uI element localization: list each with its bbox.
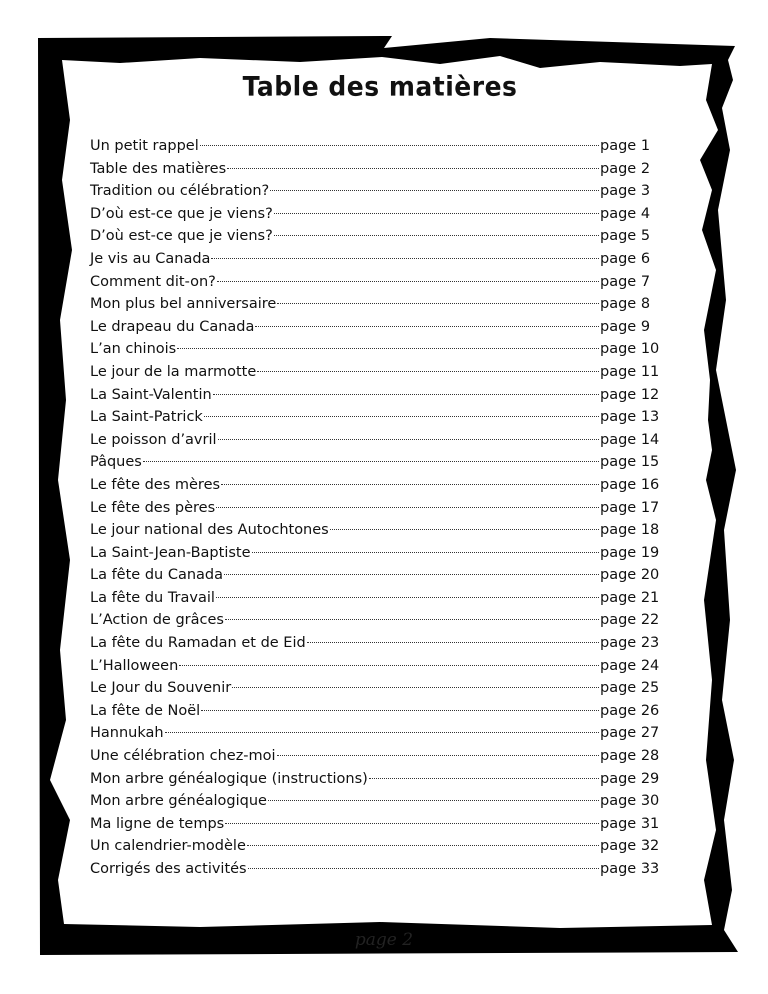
toc-entry-page: page 25 <box>600 680 660 697</box>
toc-entry-page: page 16 <box>600 476 660 493</box>
toc-entry-label: Mon arbre généalogique (instructions) <box>90 770 368 787</box>
toc-entry <box>90 429 670 452</box>
toc-entry <box>90 722 670 745</box>
toc-leader-dots <box>143 461 599 462</box>
toc-entry-page: page 29 <box>600 770 660 787</box>
toc-entry-label: Une célébration chez-moi <box>90 748 276 765</box>
toc-entry <box>90 180 670 203</box>
toc-entry-page: page 7 <box>600 273 651 290</box>
toc-entry <box>90 497 670 520</box>
toc-entry <box>90 474 670 497</box>
toc-entry-page: page 19 <box>600 544 660 561</box>
toc-leader-dots <box>224 574 599 575</box>
toc-entry <box>90 519 670 542</box>
toc-entry-page: page 1 <box>600 138 651 154</box>
toc-entry-page: page 3 <box>600 183 651 200</box>
toc-leader-dots <box>216 597 599 598</box>
toc-entry-label: La Saint-Patrick <box>90 409 203 426</box>
toc-entry-page: page 26 <box>600 702 660 719</box>
toc-entry-label: Le Jour du Souvenir <box>90 680 232 697</box>
toc-entry-page: page 6 <box>600 250 651 267</box>
toc-leader-dots <box>277 303 599 304</box>
toc-leader-dots <box>270 190 599 191</box>
toc-entry-page: page 18 <box>600 522 660 539</box>
toc-entry <box>90 632 670 655</box>
toc-entry-label: Le fête des pères <box>90 499 216 516</box>
toc-leader-dots <box>218 439 599 440</box>
toc-entry <box>90 835 670 858</box>
toc-entry <box>90 384 670 407</box>
toc-entry-label: Comment dit-on? <box>90 273 216 290</box>
toc-leader-dots <box>225 619 599 620</box>
toc-entry-label: Le jour de la marmotte <box>90 363 257 380</box>
toc-entry <box>90 293 670 316</box>
toc-entry-label: L’Action de grâces <box>90 612 224 629</box>
page-title: Table des matières <box>242 71 518 102</box>
toc-entry-label: Mon plus bel anniversaire <box>90 296 277 313</box>
toc-leader-dots <box>225 823 599 824</box>
toc-leader-dots <box>252 552 599 553</box>
toc-entry-page: page 28 <box>600 748 660 765</box>
toc-entry <box>90 655 670 678</box>
toc-entry-label: Le poisson d’avril <box>90 431 217 448</box>
toc-leader-dots <box>257 371 599 372</box>
toc-entry-label: Je vis au Canada <box>90 250 211 267</box>
toc-entry-page: page 22 <box>600 612 660 629</box>
toc-leader-dots <box>255 326 599 327</box>
toc-entry-label: Ma ligne de temps <box>90 815 225 832</box>
toc-entry <box>90 361 670 384</box>
toc-entry <box>90 858 670 881</box>
toc-entry <box>90 609 670 632</box>
toc-entry-page: page 24 <box>600 657 660 674</box>
toc-entry-page: page 14 <box>600 431 660 448</box>
toc-leader-dots <box>200 145 599 146</box>
toc-entry <box>90 406 670 429</box>
toc-leader-dots <box>369 778 599 779</box>
toc-leader-dots <box>179 665 599 666</box>
toc-entry-label: Le drapeau du Canada <box>90 318 255 335</box>
table-of-contents <box>90 72 670 881</box>
toc-entry-label: Un petit rappel <box>90 138 199 154</box>
toc-entry-page: page 31 <box>600 815 660 832</box>
toc-entry-label: Un calendrier-modèle <box>90 838 246 855</box>
toc-entry-label: Le fête des mères <box>90 476 221 493</box>
toc-entry <box>90 768 670 791</box>
toc-leader-dots <box>211 258 599 259</box>
toc-entry <box>90 542 670 565</box>
toc-entry-label: Pâques <box>90 454 142 471</box>
toc-leader-dots <box>307 642 599 643</box>
toc-entry-page: page 4 <box>600 205 651 222</box>
toc-entry <box>90 271 670 294</box>
toc-leader-dots <box>217 281 599 282</box>
toc-leader-dots <box>274 213 599 214</box>
toc-entry <box>90 451 670 474</box>
toc-entry-page: page 13 <box>600 409 660 426</box>
toc-entry-label: La fête du Travail <box>90 589 215 606</box>
toc-entry-page: page 11 <box>600 363 660 380</box>
toc-entry <box>90 700 670 723</box>
toc-leader-dots <box>330 529 599 530</box>
toc-leader-dots <box>277 755 599 756</box>
toc-entry-page: page 20 <box>600 567 660 584</box>
toc-leader-dots <box>216 507 599 508</box>
toc-entry <box>90 248 670 271</box>
toc-leader-dots <box>221 484 599 485</box>
toc-leader-dots <box>213 394 599 395</box>
toc-list <box>90 135 670 881</box>
toc-leader-dots <box>232 687 599 688</box>
toc-entry-page: page 5 <box>600 228 651 245</box>
toc-entry-label: D’où est-ce que je viens? <box>90 228 273 245</box>
toc-entry-label: Le jour national des Autochtones <box>90 522 329 539</box>
toc-entry <box>90 564 670 587</box>
toc-entry-page: page 12 <box>600 386 660 403</box>
toc-entry <box>90 158 670 181</box>
toc-entry-page: page 27 <box>600 725 660 742</box>
toc-entry-page: page 9 <box>600 318 651 335</box>
toc-leader-dots <box>268 800 599 801</box>
toc-entry <box>90 790 670 813</box>
toc-entry-label: Hannukah <box>90 725 164 742</box>
toc-entry-page: page 15 <box>600 454 660 471</box>
toc-entry-label: La Saint-Jean-Baptiste <box>90 544 251 561</box>
toc-entry-page: page 10 <box>600 341 660 358</box>
toc-leader-dots <box>204 416 599 417</box>
toc-leader-dots <box>274 235 599 236</box>
toc-entry <box>90 203 670 226</box>
toc-entry <box>90 745 670 768</box>
toc-entry-page: page 30 <box>600 793 660 810</box>
toc-leader-dots <box>247 845 599 846</box>
toc-entry-label: Tradition ou célébration? <box>90 183 270 200</box>
toc-entry-label: L’an chinois <box>90 341 177 358</box>
toc-entry-label: La fête de Noël <box>90 702 201 719</box>
toc-entry <box>90 225 670 248</box>
toc-entry <box>90 135 670 158</box>
toc-leader-dots <box>248 868 599 869</box>
toc-entry-label: D’où est-ce que je viens? <box>90 205 273 222</box>
toc-entry <box>90 338 670 361</box>
toc-entry <box>90 587 670 610</box>
toc-entry-page: page 8 <box>600 296 651 313</box>
toc-entry-label: La Saint-Valentin <box>90 386 212 403</box>
toc-entry <box>90 677 670 700</box>
toc-entry-label: La fête du Canada <box>90 567 223 584</box>
toc-leader-dots <box>201 710 599 711</box>
toc-leader-dots <box>165 732 599 733</box>
toc-entry-label: La fête du Ramadan et de Eid <box>90 635 306 652</box>
toc-entry-label: Mon arbre généalogique <box>90 793 267 810</box>
toc-entry-label: L’Halloween <box>90 657 179 674</box>
toc-entry-page: page 17 <box>600 499 660 516</box>
toc-entry-page: page 32 <box>600 838 660 855</box>
toc-entry-label: Table des matières <box>90 160 227 177</box>
toc-entry <box>90 316 670 339</box>
toc-leader-dots <box>177 348 599 349</box>
toc-entry <box>90 813 670 836</box>
toc-entry-page: page 21 <box>600 589 660 606</box>
toc-entry-page: page 33 <box>600 861 660 877</box>
page-number-footer: page 2 <box>354 930 414 950</box>
toc-entry-label: Corrigés des activités <box>90 861 247 877</box>
toc-leader-dots <box>227 168 599 169</box>
toc-entry-page: page 23 <box>600 635 660 652</box>
toc-entry-page: page 2 <box>600 160 651 177</box>
